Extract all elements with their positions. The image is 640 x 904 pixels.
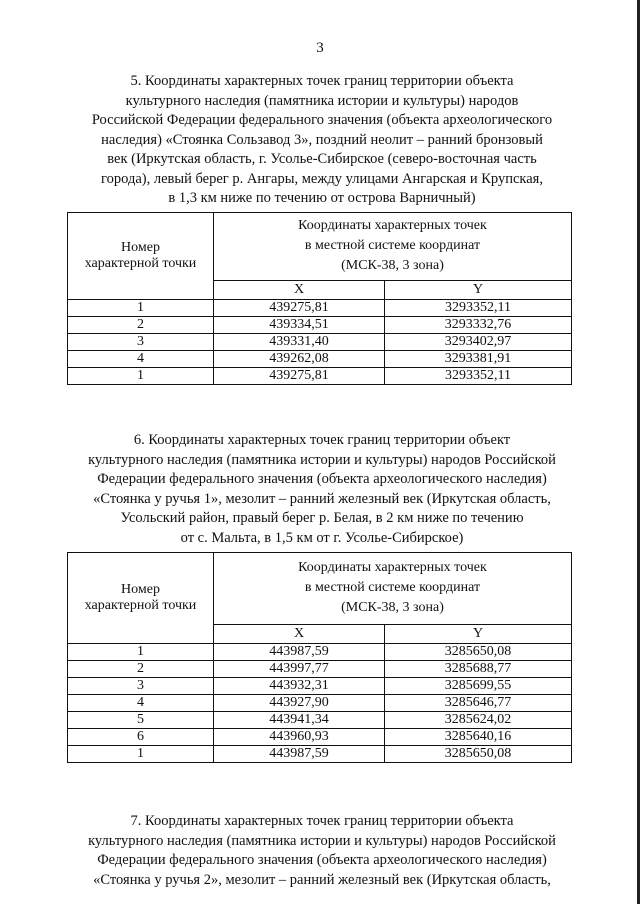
section-5-coordinates-table — [67, 212, 572, 385]
section-7-heading — [72, 812, 572, 890]
page-number: 3 — [316, 40, 324, 56]
y-coordinate-cell: 3293352,11 — [385, 300, 572, 317]
point-number-cell: 1 — [68, 746, 214, 763]
y-coordinate-cell: 3285688,77 — [385, 661, 572, 678]
x-column-header: X — [214, 624, 385, 643]
header-line: характерной точки — [84, 598, 197, 613]
x-coordinate-cell: 439334,51 — [214, 317, 385, 334]
heading-line: культурного наследия (памятника истории и культуры) народов Российской — [88, 451, 556, 468]
heading-line: 6. Координаты характерных точек границ территории объект — [133, 432, 511, 448]
x-coordinate-cell: 443987,59 — [214, 644, 385, 661]
x-column-header: X — [214, 280, 385, 299]
table-row — [68, 334, 572, 351]
table-row — [68, 661, 572, 678]
header-line: (МСК-38, 3 зона) — [341, 258, 444, 274]
header-line: в местной системе координат — [304, 238, 481, 254]
heading-line: культурного наследия (памятника истории и культуры) народов — [125, 92, 519, 109]
table-row — [68, 746, 572, 763]
heading-line: от с. Мальта, в 1,5 км от г. Усолье-Сибирское) — [180, 529, 464, 546]
table-row — [68, 300, 572, 317]
point-number-cell: 4 — [68, 695, 214, 712]
table-row — [68, 351, 572, 368]
heading-line: города), левый берег р. Ангары, между улицами Ангарская и Крупская, — [101, 170, 543, 187]
heading-line: в 1,3 км ниже по течению от острова Варничный) — [168, 190, 476, 206]
y-coordinate-cell: 3285646,77 — [385, 695, 572, 712]
y-coordinate-cell: 3285650,08 — [385, 746, 572, 763]
section-6-coordinates-table — [67, 552, 572, 763]
header-line: Номер — [121, 240, 160, 255]
x-coordinate-cell: 439262,08 — [214, 351, 385, 368]
table-row — [68, 729, 572, 746]
table-row — [68, 317, 572, 334]
heading-line: Усольский район, правый берег р. Белая, в 2 км ниже по течению — [120, 510, 524, 526]
x-coordinate-cell: 439275,81 — [214, 368, 385, 385]
heading-line: Федерации федерального значения (объекта археологического наследия) — [97, 852, 547, 868]
coordinates-header — [214, 553, 572, 625]
heading-line: Федерации федерального значения (объекта археологического наследия) — [97, 471, 547, 487]
point-number-cell: 3 — [68, 334, 214, 351]
point-number-cell: 2 — [68, 661, 214, 678]
y-coordinate-cell: 3285699,55 — [385, 678, 572, 695]
x-coordinate-cell: 439331,40 — [214, 334, 385, 351]
y-column-header: Y — [385, 624, 572, 643]
point-number-header — [68, 553, 214, 644]
table-row — [68, 712, 572, 729]
point-number-cell: 6 — [68, 729, 214, 746]
x-coordinate-cell: 443960,93 — [214, 729, 385, 746]
point-number-cell: 1 — [68, 644, 214, 661]
y-column-header: Y — [385, 280, 572, 299]
point-number-cell: 1 — [68, 300, 214, 317]
y-coordinate-cell: 3293381,91 — [385, 351, 572, 368]
section-6-heading — [72, 431, 572, 548]
table-row — [68, 644, 572, 661]
point-number-cell: 1 — [68, 368, 214, 385]
y-coordinate-cell: 3285650,08 — [385, 644, 572, 661]
x-coordinate-cell: 443997,77 — [214, 661, 385, 678]
point-number-cell: 4 — [68, 351, 214, 368]
header-line: в местной системе координат — [304, 580, 481, 596]
table-row — [68, 678, 572, 695]
coordinates-header — [214, 213, 572, 281]
heading-line: «Стоянка у ручья 2», мезолит – ранний железный век (Иркутская область, — [93, 871, 551, 888]
header-line: Координаты характерных точек — [298, 218, 487, 234]
table-row — [68, 368, 572, 385]
heading-line: Российской Федерации федерального значения (объекта археологического — [91, 112, 553, 128]
x-coordinate-cell: 439275,81 — [214, 300, 385, 317]
header-line: Номер — [121, 582, 160, 597]
y-coordinate-cell: 3285624,02 — [385, 712, 572, 729]
y-coordinate-cell: 3293402,97 — [385, 334, 572, 351]
heading-line: век (Иркутская область, г. Усолье-Сибирское (северо-восточная часть — [107, 151, 537, 167]
table-row — [68, 695, 572, 712]
heading-line: наследия) «Стоянка Сользавод 3», поздний неолит – ранний бронзовый — [101, 131, 543, 148]
x-coordinate-cell: 443932,31 — [214, 678, 385, 695]
header-line: Координаты характерных точек — [298, 560, 487, 576]
y-coordinate-cell: 3293332,76 — [385, 317, 572, 334]
point-number-header — [68, 213, 214, 300]
heading-line: культурного наследия (памятника истории и культуры) народов Российской — [88, 832, 556, 849]
y-coordinate-cell: 3285640,16 — [385, 729, 572, 746]
heading-line: 5. Координаты характерных точек границ территории объекта — [130, 73, 514, 89]
x-coordinate-cell: 443927,90 — [214, 695, 385, 712]
header-line: (МСК-38, 3 зона) — [341, 600, 444, 616]
heading-line: 7. Координаты характерных точек границ территории объекта — [130, 813, 514, 829]
x-coordinate-cell: 443987,59 — [214, 746, 385, 763]
point-number-cell: 5 — [68, 712, 214, 729]
point-number-cell: 3 — [68, 678, 214, 695]
section-5-heading — [72, 72, 572, 209]
point-number-cell: 2 — [68, 317, 214, 334]
header-line: характерной точки — [84, 256, 197, 271]
y-coordinate-cell: 3293352,11 — [385, 368, 572, 385]
x-coordinate-cell: 443941,34 — [214, 712, 385, 729]
heading-line: «Стоянка у ручья 1», мезолит – ранний железный век (Иркутская область, — [93, 490, 551, 507]
